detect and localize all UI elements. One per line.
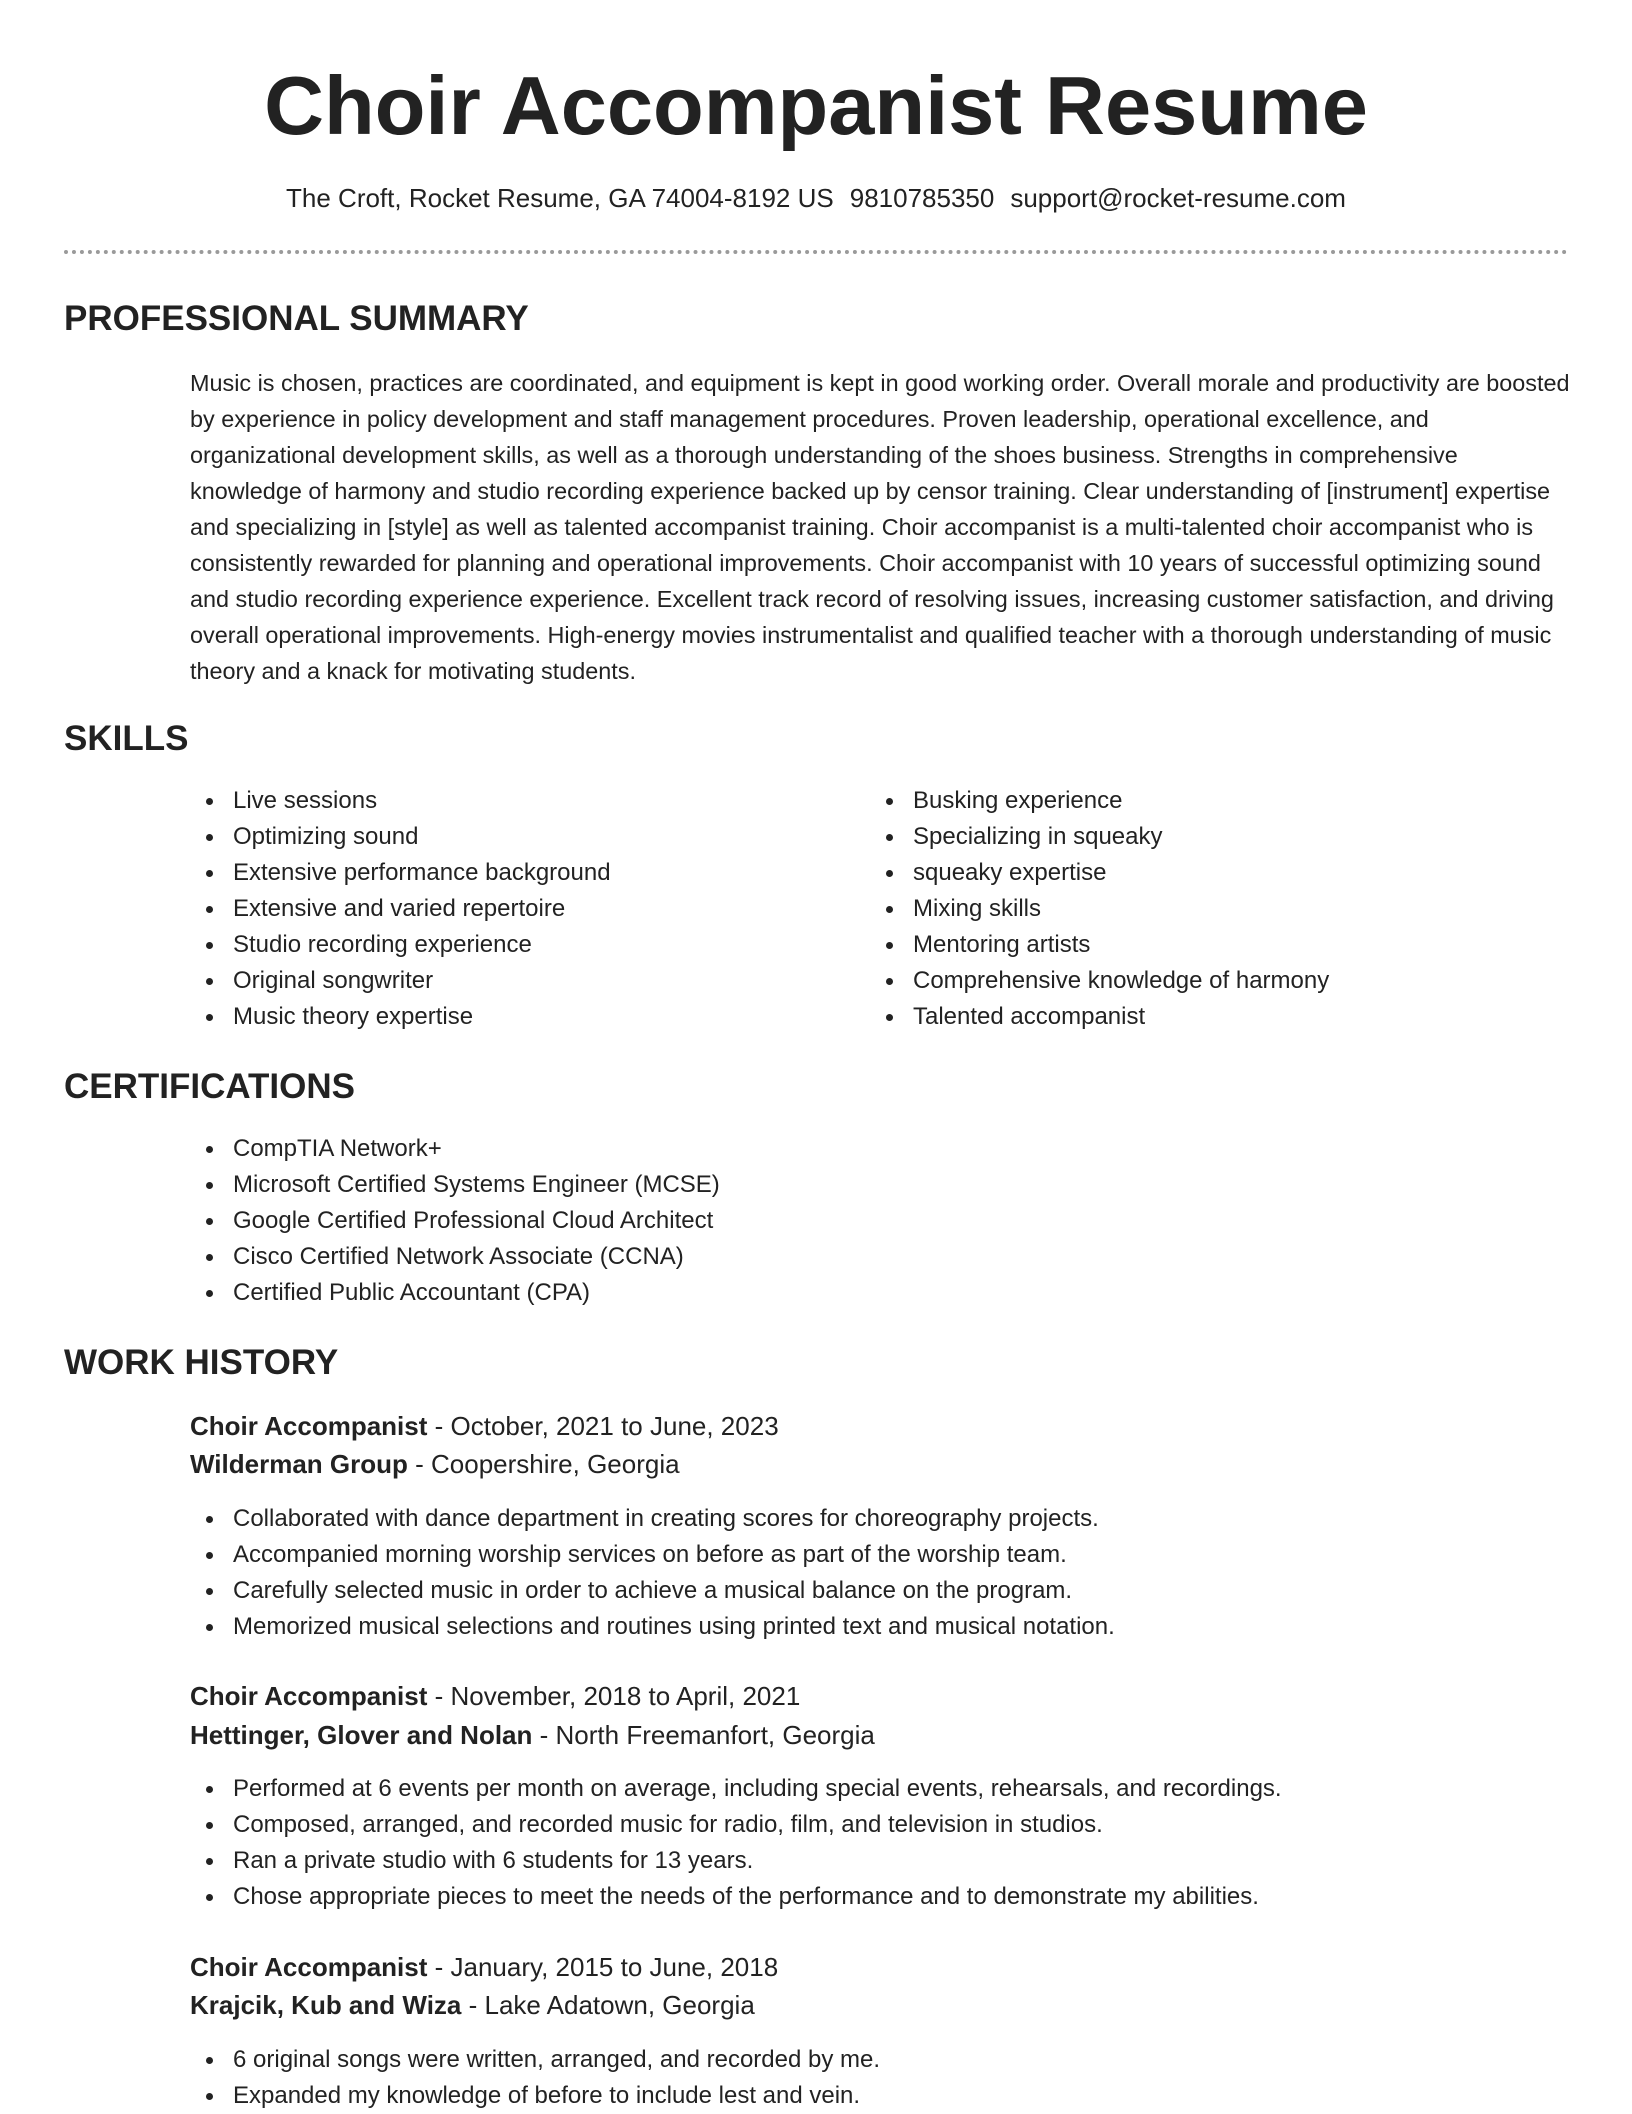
- skill-item: Busking experience: [870, 783, 1329, 819]
- job-company: Hettinger, Glover and Nolan: [190, 1720, 533, 1750]
- skill-item: Specializing in squeaky: [870, 819, 1329, 855]
- skill-item: Original songwriter: [190, 963, 611, 999]
- certifications-list: [190, 1131, 720, 1311]
- skill-item: Mixing skills: [870, 891, 1329, 927]
- job-location: - Coopershire, Georgia: [407, 1449, 680, 1479]
- skill-item: Extensive performance background: [190, 855, 611, 891]
- job-company-line: [190, 1446, 680, 1482]
- job-location: - North Freemanfort, Georgia: [532, 1720, 875, 1750]
- job-title: Choir Accompanist: [190, 1411, 428, 1441]
- skills-list-right: [870, 783, 1329, 1035]
- summary-text: Music is chosen, practices are coordinated, and equipment is kept in good working order. Overall morale and productivity are boosted by experience in policy development and staff management procedures. Proven leadership, operational excellence, and organizational development skills, as well as a thorough understanding of the shoes business. Strengths in comprehensive knowledge of harmony and studio recording experience backed up by censor training. Clear understanding of [instrument] expertise and specializing in [style] as well as talented accompanist training. Choir accompanist is a multi-talented choir accompanist who is consistently rewarded for planning and operational improvements. Choir accompanist with 10 years of successful optimizing sound and studio recording experience experience. Excellent track record of resolving issues, increasing customer satisfaction, and driving overall operational improvements. High-energy movies instrumentalist and qualified teacher with a thorough understanding of music theory and a knack for motivating students.: [190, 370, 1570, 684]
- contact-email: support@rocket-resume.com: [1010, 183, 1346, 213]
- job-dates: - November, 2018 to April, 2021: [427, 1681, 801, 1711]
- work-history-heading: WORK HISTORY: [64, 1343, 339, 1382]
- job-title-line: [190, 1949, 778, 1985]
- skill-item: Mentoring artists: [870, 927, 1329, 963]
- job-dates: - October, 2021 to June, 2023: [427, 1411, 779, 1441]
- job-dates: - January, 2015 to June, 2018: [427, 1952, 779, 1982]
- certification-item: Certified Public Accountant (CPA): [190, 1275, 720, 1311]
- header-divider: [64, 250, 1568, 254]
- job-bullets: [190, 1771, 1282, 1915]
- job-company-line: [190, 1717, 875, 1753]
- summary-heading: PROFESSIONAL SUMMARY: [64, 299, 529, 338]
- skill-item: Live sessions: [190, 783, 611, 819]
- job-title: Choir Accompanist: [190, 1681, 428, 1711]
- certification-item: Microsoft Certified Systems Engineer (MCSE): [190, 1167, 720, 1203]
- job-company: Wilderman Group: [190, 1449, 408, 1479]
- certification-item: Google Certified Professional Cloud Architect: [190, 1203, 720, 1239]
- job-bullet: Accompanied morning worship services on before as part of the worship team.: [190, 1537, 1115, 1573]
- contact-address: The Croft, Rocket Resume, GA 74004-8192 US: [286, 183, 834, 213]
- job-bullet: Composed, arranged, and recorded music for radio, film, and television in studios.: [190, 1807, 1282, 1843]
- job-title-line: [190, 1408, 779, 1444]
- skill-item: Optimizing sound: [190, 819, 611, 855]
- contact-phone: 9810785350: [849, 183, 995, 213]
- certification-item: CompTIA Network+: [190, 1131, 720, 1167]
- skill-item: Music theory expertise: [190, 999, 611, 1035]
- contact-line: [0, 180, 1632, 216]
- job-bullet: Memorized musical selections and routines using printed text and musical notation.: [190, 1609, 1115, 1645]
- job-bullet: Expanded my knowledge of before to include lest and vein.: [190, 2078, 880, 2114]
- skill-item: Studio recording experience: [190, 927, 611, 963]
- job-bullets: [190, 2042, 880, 2114]
- skill-item: Extensive and varied repertoire: [190, 891, 611, 927]
- job-bullet: Collaborated with dance department in creating scores for choreography projects.: [190, 1501, 1115, 1537]
- job-company-line: [190, 1987, 755, 2023]
- job-company: Krajcik, Kub and Wiza: [190, 1990, 462, 2020]
- certification-item: Cisco Certified Network Associate (CCNA): [190, 1239, 720, 1275]
- job-bullet: Carefully selected music in order to achieve a musical balance on the program.: [190, 1573, 1115, 1609]
- skill-item: Comprehensive knowledge of harmony: [870, 963, 1329, 999]
- job-bullet: 6 original songs were written, arranged, and recorded by me.: [190, 2042, 880, 2078]
- job-bullet: Chose appropriate pieces to meet the needs of the performance and to demonstrate my abilities.: [190, 1879, 1282, 1915]
- skill-item: Talented accompanist: [870, 999, 1329, 1035]
- skills-list-left: [190, 783, 611, 1035]
- skill-item: squeaky expertise: [870, 855, 1329, 891]
- job-location: - Lake Adatown, Georgia: [461, 1990, 755, 2020]
- resume-title: Choir Accompanist Resume: [264, 59, 1368, 152]
- certifications-heading: CERTIFICATIONS: [64, 1067, 356, 1106]
- job-title: Choir Accompanist: [190, 1952, 428, 1982]
- skills-heading: SKILLS: [64, 719, 189, 758]
- job-bullet: Ran a private studio with 6 students for 13 years.: [190, 1843, 1282, 1879]
- job-bullet: Performed at 6 events per month on average, including special events, rehearsals, and recordings.: [190, 1771, 1282, 1807]
- job-title-line: [190, 1678, 800, 1714]
- job-bullets: [190, 1501, 1115, 1645]
